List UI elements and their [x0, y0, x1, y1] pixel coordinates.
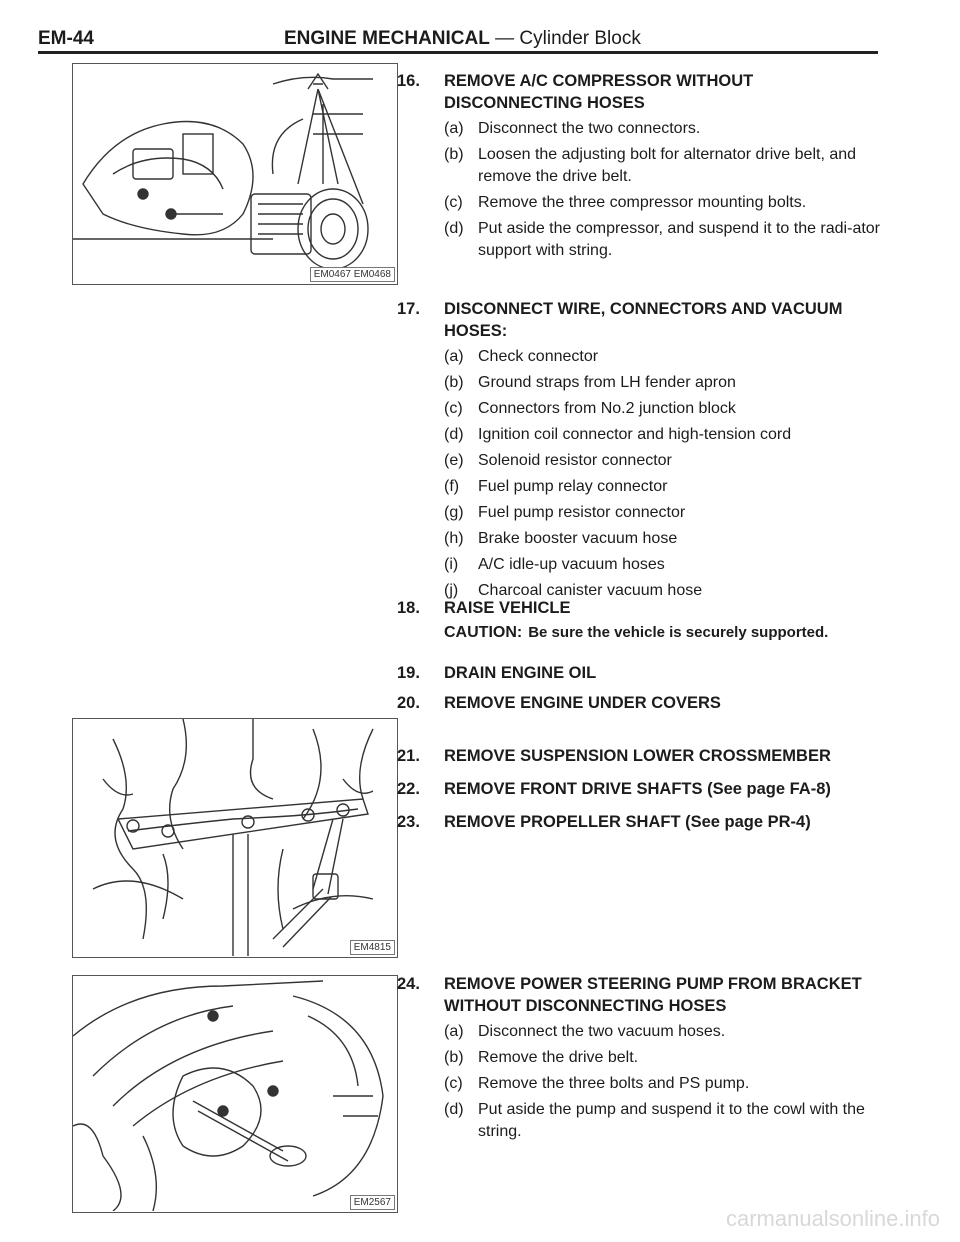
sub-step-text: Connectors from No.2 junction block [478, 400, 736, 417]
sub-step-text: Ignition coil connector and high-tension cord [478, 426, 792, 443]
section-title [284, 28, 641, 50]
step-title: DRAIN ENGINE OIL [444, 664, 597, 682]
subsection-name: — Cylinder Block [495, 28, 641, 49]
step-number: 19. [397, 664, 420, 682]
step-number: 23. [397, 813, 420, 831]
sub-step-text: Fuel pump relay connector [478, 478, 668, 495]
figure-crossmember [72, 718, 398, 958]
step-number: 21. [397, 747, 420, 765]
sub-step-text: Fuel pump resistor connector [478, 504, 686, 521]
step-title: REMOVE ENGINE UNDER COVERS [444, 694, 721, 712]
step-number: 20. [397, 694, 420, 712]
sub-step-text: Loosen the adjusting bolt for alternator drive belt, and remove the drive belt. [478, 146, 857, 185]
step-17 [397, 298, 887, 602]
sub-step [444, 476, 887, 498]
step-number: 18. [397, 599, 420, 617]
step-16 [397, 70, 887, 262]
figure-compressor [72, 63, 398, 285]
sub-step-text: Put aside the pump and suspend it to the cowl with the string. [478, 1101, 865, 1140]
sub-step-letter: (a) [444, 348, 464, 365]
step-title: DISCONNECT WIRE, CONNECTORS AND VACUUM HOSES: [444, 300, 843, 340]
step-title: REMOVE PROPELLER SHAFT (See page PR-4) [444, 813, 811, 831]
sub-step-letter: (e) [444, 452, 464, 469]
sub-step-letter: (b) [444, 374, 464, 391]
compressor-suspended-illustration [73, 64, 396, 283]
sub-step-text: Remove the three bolts and PS pump. [478, 1075, 750, 1092]
sub-step [444, 218, 887, 262]
step-title: REMOVE SUSPENSION LOWER CROSSMEMBER [444, 747, 831, 765]
sub-step-letter: (a) [444, 1023, 464, 1040]
sub-step-letter: (h) [444, 530, 464, 547]
step-23 [397, 811, 887, 833]
sub-step [444, 346, 887, 368]
sub-step-letter: (d) [444, 426, 464, 443]
caution-note [444, 624, 887, 642]
step-20 [397, 692, 887, 714]
sub-step [444, 424, 887, 446]
sub-step-letter: (g) [444, 504, 464, 521]
sub-step [444, 1099, 887, 1143]
sub-step-text: A/C idle-up vacuum hoses [478, 556, 665, 573]
power-steering-pump-illustration [73, 976, 396, 1211]
sub-step-letter: (b) [444, 146, 464, 163]
sub-step-letter: (c) [444, 1075, 463, 1092]
sub-step [444, 502, 887, 524]
caution-label: CAUTION: [444, 624, 523, 641]
sub-step [444, 450, 887, 472]
step-number: 22. [397, 780, 420, 798]
sub-step-text: Remove the drive belt. [478, 1049, 639, 1066]
figure-code: EM0467 EM0468 [310, 267, 395, 282]
page-id: EM-44 [38, 28, 94, 49]
step-title: RAISE VEHICLE [444, 599, 571, 617]
watermark: carmanualsonline.info [725, 1206, 940, 1231]
sub-step [444, 398, 887, 420]
sub-step-text: Charcoal canister vacuum hose [478, 582, 703, 599]
sub-step-text: Check connector [478, 348, 599, 365]
section-name: ENGINE MECHANICAL [284, 28, 490, 49]
sub-step [444, 554, 887, 576]
sub-step-letter: (d) [444, 220, 464, 237]
sub-step-letter: (j) [444, 582, 459, 599]
crossmember-illustration [73, 719, 396, 956]
figure-code: EM4815 [350, 940, 395, 955]
step-19 [397, 662, 887, 684]
sub-step-letter: (d) [444, 1101, 464, 1118]
step-18 [397, 597, 887, 642]
figure-ps-pump [72, 975, 398, 1213]
sub-step [444, 118, 887, 140]
sub-step-letter: (c) [444, 400, 463, 417]
sub-step-letter: (b) [444, 1049, 464, 1066]
step-title: REMOVE FRONT DRIVE SHAFTS (See page FA-8) [444, 780, 831, 798]
sub-step [444, 372, 887, 394]
step-24 [397, 973, 887, 1143]
sub-step-letter: (i) [444, 556, 459, 573]
sub-step-text: Disconnect the two vacuum hoses. [478, 1023, 726, 1040]
step-title: REMOVE POWER STEERING PUMP FROM BRACKET WITHOUT DISCONNECTING HOSES [444, 975, 862, 1015]
sub-step-text: Remove the three compressor mounting bolts. [478, 194, 807, 211]
sub-step-letter: (a) [444, 120, 464, 137]
sub-step-text: Solenoid resistor connector [478, 452, 672, 469]
header-rule [38, 51, 878, 54]
sub-step [444, 1021, 887, 1043]
sub-step [444, 192, 887, 214]
step-number: 16. [397, 72, 420, 90]
step-title: REMOVE A/C COMPRESSOR WITHOUT DISCONNECTING HOSES [444, 72, 754, 112]
figure-code: EM2567 [350, 1195, 395, 1210]
sub-step-text: Brake booster vacuum hose [478, 530, 678, 547]
sub-step-text: Ground straps from LH fender apron [478, 374, 736, 391]
step-21 [397, 745, 887, 767]
sub-step-text: Put aside the compressor, and suspend it to the radi-ator support with string. [478, 220, 881, 259]
sub-step-letter: (c) [444, 194, 463, 211]
sub-step [444, 528, 887, 550]
sub-step-letter: (f) [444, 478, 460, 495]
sub-step [444, 144, 887, 188]
sub-step [444, 1047, 887, 1069]
caution-text: Be sure the vehicle is securely supported. [528, 624, 829, 641]
sub-step-text: Disconnect the two connectors. [478, 120, 701, 137]
sub-step [444, 1073, 887, 1095]
step-number: 24. [397, 975, 420, 993]
step-22 [397, 778, 887, 800]
step-number: 17. [397, 300, 420, 318]
